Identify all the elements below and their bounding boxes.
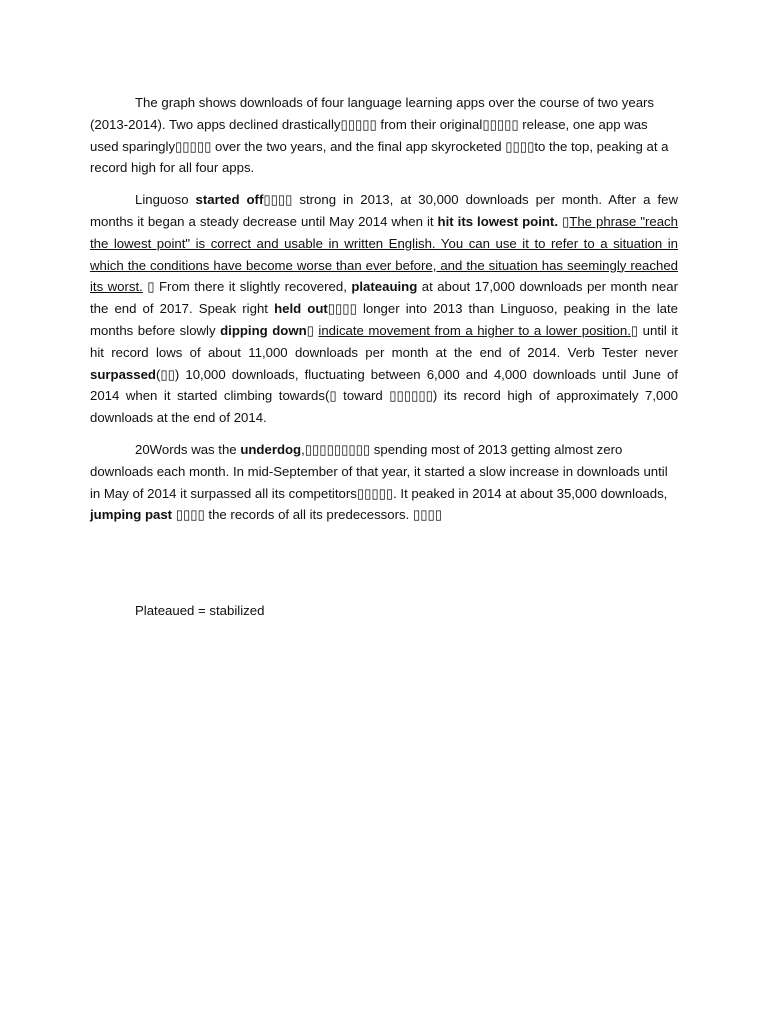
text: ) 10,000 downloads, fluctuating between 6,000 and 4,000 downloads until June of 2014 when it started climbing towards(	[90, 366, 678, 404]
text: longer into 2013 than Linguoso, peaking in the late months before slowly	[90, 301, 678, 338]
document-body	[90, 92, 678, 536]
bold-phrase: surpassed	[90, 366, 156, 382]
missing-glyph-text: ▯▯▯▯▯	[482, 116, 519, 132]
text: (	[155, 366, 161, 382]
missing-glyph-text: ▯	[630, 322, 639, 338]
bold-phrase: held out	[274, 301, 328, 317]
bold-phrase: started off	[195, 192, 264, 208]
paragraph-intro	[90, 92, 678, 179]
missing-glyph-text: ▯	[142, 279, 155, 295]
text: at about 17,000 downloads per month near the end of 2017. Speak right	[90, 279, 678, 317]
bold-phrase: jumping past	[90, 507, 173, 523]
missing-glyph-text: ▯▯▯▯	[175, 507, 205, 523]
missing-glyph-text: ▯▯▯▯▯▯	[389, 388, 433, 404]
text: ) its record high of approximately 7,000 downloads at the end of 2014.	[90, 388, 679, 426]
missing-glyph-text: ▯	[562, 213, 570, 229]
text: From there it slightly recovered,	[154, 279, 352, 295]
missing-glyph-text: ▯▯▯▯	[412, 507, 442, 523]
text: ,	[301, 441, 305, 457]
missing-glyph-text: ▯▯▯▯▯	[340, 116, 377, 132]
missing-glyph-text: ▯▯	[160, 366, 175, 382]
text: release, one app was used sparingly	[90, 116, 648, 154]
text: Linguoso	[135, 192, 196, 208]
missing-glyph-text: ▯▯▯▯	[505, 138, 535, 154]
text: from their original	[376, 116, 483, 132]
text: strong in 2013, at 30,000 downloads per month. After a few months it began a steady decrease until May 2014 when it	[90, 192, 678, 229]
text: . It peaked in 2014 at about 35,000 downloads,	[393, 485, 668, 501]
paragraph-20words	[90, 439, 678, 526]
missing-glyph-text: ▯▯▯▯▯	[356, 485, 394, 501]
bold-phrase: underdog	[240, 441, 302, 457]
paragraph-linguoso	[90, 189, 678, 429]
text: spending most of 2013 getting almost zero downloads each month. In mid-September of that year, it started a slow increase in downloads until in May of 2014 it surpassed all its competitors	[90, 441, 668, 501]
underlined-note: The phrase "reach the lowest point" is correct and usable in written English. You can use it to refer to a situation in which the conditions have become worse than ever before, and the situation has seemingly reached its worst.	[90, 213, 678, 295]
definition-note: Plateaued = stabilized	[135, 603, 265, 618]
text: over the two years, and the final app skyrocketed	[211, 138, 506, 154]
bold-phrase: plateauing	[351, 279, 418, 295]
missing-glyph-text: ▯	[306, 322, 314, 338]
text: The graph shows downloads of four language learning apps over the course of two years (2013-2014). Two apps declined drastically	[90, 95, 655, 132]
missing-glyph-text: ▯▯▯▯	[327, 301, 357, 317]
underlined-note: indicate movement from a higher to a lower position.	[318, 322, 631, 338]
missing-glyph-text: ▯	[329, 388, 337, 404]
text: the records of all its predecessors.	[204, 507, 413, 523]
missing-glyph-text: ▯▯▯▯	[263, 192, 293, 208]
text: toward	[336, 388, 390, 404]
text: 20Words was the	[135, 441, 241, 457]
bold-phrase: hit its lowest point.	[437, 213, 558, 229]
text: to the top, peaking at a record high for all four apps.	[90, 138, 669, 176]
text: until it hit record lows of about 11,000 downloads per month at the end of 2014. Verb Tester never	[90, 322, 678, 360]
bold-phrase: dipping down	[220, 322, 307, 338]
missing-glyph-text: ▯▯▯▯▯▯▯▯▯	[304, 441, 371, 457]
missing-glyph-text: ▯▯▯▯▯	[175, 138, 212, 154]
